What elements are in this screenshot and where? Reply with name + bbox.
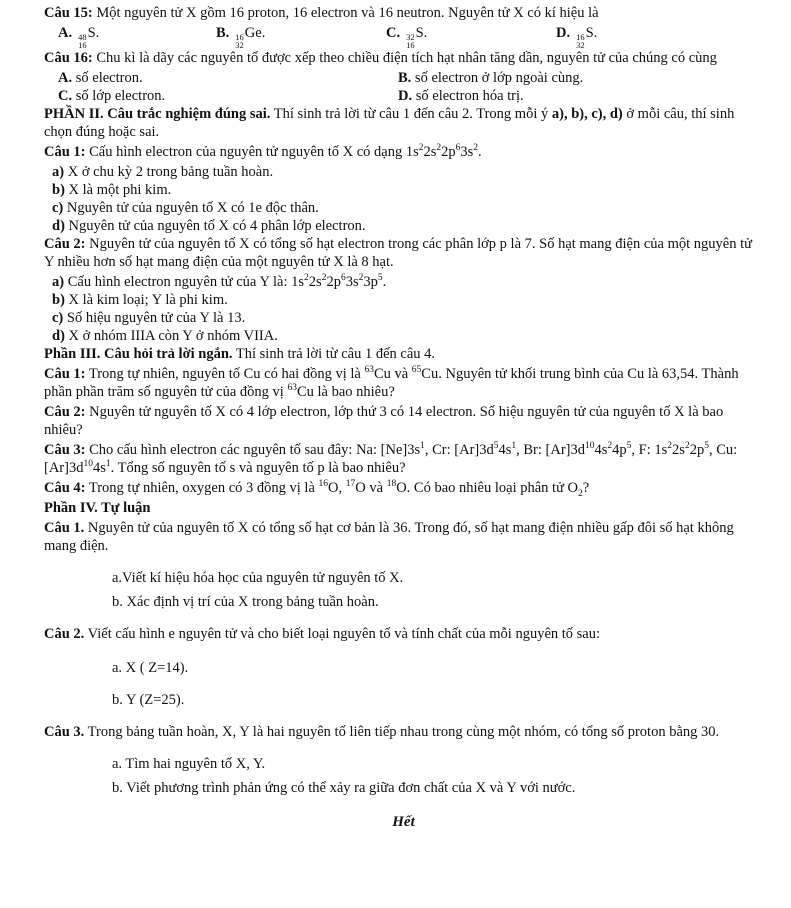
question-label: Câu 2: bbox=[44, 236, 86, 252]
question-label: Câu 1. bbox=[44, 520, 85, 536]
option-d bbox=[398, 87, 738, 105]
question-15 bbox=[44, 4, 763, 22]
question-label: Câu 1: bbox=[44, 366, 86, 382]
question-text: Trong bảng tuần hoàn, X, Y là hai nguyên tố liên tiếp nhau trong cùng một nhóm, có tổng số proton bằng 30. bbox=[87, 724, 720, 740]
statement-text: Số hiệu nguyên tử của Y là 13. bbox=[66, 310, 246, 326]
option-text: số lớp electron. bbox=[75, 88, 166, 104]
option-text: số electron hóa trị. bbox=[415, 88, 524, 104]
statement-text: Nguyên tử của nguyên tố X có 1e độc thân. bbox=[66, 200, 319, 216]
section-instructions: Thí sinh trả lời từ câu 1 đến câu 2. Trong mỗi ý bbox=[270, 106, 552, 122]
question-label: Câu 15: bbox=[44, 5, 93, 21]
statement-c bbox=[44, 309, 763, 327]
statement-text: Nguyên tử của nguyên tố X có 4 phân lớp electron. bbox=[68, 218, 366, 234]
statement-text: X ở chu kỳ 2 trong bảng tuần hoàn. bbox=[67, 164, 274, 180]
question-text: Cu là bao nhiêu? bbox=[296, 384, 395, 400]
question-text: Trong tự nhiên, oxygen có 3 đồng vị là bbox=[88, 480, 319, 496]
section-instructions: Thí sinh trả lời từ câu 1 đến câu 4. bbox=[232, 346, 436, 362]
question-text: Nguyên tử nguyên tố X có 4 lớp electron, lớp thứ 3 có 14 electron. Số hiệu nguyên tử của nguyên tố X là bao nhiêu? bbox=[44, 404, 724, 438]
question-text: Trong tự nhiên, nguyên tố Cu có hai đồng vị là bbox=[88, 366, 365, 382]
part-4-question-2 bbox=[44, 625, 763, 643]
option-text: số electron. bbox=[75, 70, 143, 86]
question-text: Nguyên tử của nguyên tố X có tổng số hạt cơ bản là 36. Trong đó, số hạt mang điện nhiều gấp đôi số hạt không mang điện. bbox=[44, 520, 734, 554]
atomic-number: 16 bbox=[406, 40, 415, 50]
question-text: Một nguyên tử X gồm 16 proton, 16 electron và 16 neutron. Nguyên tử X có kí hiệu là bbox=[96, 5, 599, 21]
statement-a bbox=[44, 163, 763, 181]
nuclide-notation bbox=[78, 33, 87, 49]
sub-question-b: b. Viết phương trình phản ứng có thể xảy ra giữa đơn chất của X và Y với nước. bbox=[112, 780, 576, 796]
statement-text: X ở nhóm IIIA còn Y ở nhóm VIIA. bbox=[68, 328, 278, 344]
question-label: Câu 3. bbox=[44, 724, 85, 740]
question-text: Viết cấu hình e nguyên tử và cho biết loại nguyên tố và tính chất của mỗi nguyên tố sau: bbox=[87, 626, 601, 642]
question-label: Câu 2. bbox=[44, 626, 85, 642]
part-4-heading bbox=[44, 499, 763, 517]
question-text: . Có bao nhiêu loại phân tử O bbox=[406, 480, 579, 496]
option-a bbox=[58, 24, 216, 49]
part-3-question-1: Câu 1: Trong tự nhiên, nguyên tố Cu có hai đồng vị là $^{63}$Cu và $^{65}$Cu. Nguyên tử khối trung bình của Cu là 63,54. Thành phần phần trăm số nguyên tử của đồng vị $^{63}$Cu là bao nhiêu? bbox=[44, 365, 739, 400]
section-instructions-bold: a), b), c), d) bbox=[551, 106, 623, 122]
statement-letter: b) bbox=[52, 182, 65, 198]
statement-text: Cấu hình electron nguyên tử của Y là: bbox=[67, 274, 292, 290]
statement-letter: c) bbox=[52, 200, 64, 216]
question-16-options bbox=[44, 69, 763, 105]
atomic-number: 16 bbox=[78, 40, 87, 50]
question-text: Cấu hình electron của nguyên tử nguyên tố X có dạng 1s bbox=[89, 144, 419, 160]
option-letter: B. bbox=[216, 25, 230, 41]
atomic-number: 32 bbox=[576, 40, 585, 50]
element-symbol: S. bbox=[415, 25, 428, 41]
sub-question-b: b. Y (Z=25). bbox=[112, 692, 185, 708]
element-symbol: S. bbox=[585, 25, 598, 41]
question-label: Câu 3: bbox=[44, 442, 86, 458]
option-b bbox=[398, 69, 738, 87]
question-label: Câu 4: bbox=[44, 480, 86, 496]
statement-letter: d) bbox=[52, 218, 65, 234]
sub-question-a: a. Tìm hai nguyên tố X, Y. bbox=[112, 756, 266, 772]
part-3-question-2 bbox=[44, 403, 763, 439]
option-letter: C. bbox=[386, 25, 401, 41]
sub-question-b: b. Xác định vị trí của X trong bảng tuần hoàn. bbox=[112, 594, 379, 610]
statement-letter: a) bbox=[52, 164, 65, 180]
part-3-question-3: Câu 3: Cho cấu hình electron các nguyên tố sau đây: Na: $[Ne]3s^1$, Cr: $[Ar]3d^54s^1$, Br: $[Ar]3d^{10}4s^24p^5$, F: $1s^22s^22p^5$, Cu: $[Ar]3d^{10}4s^1$. Tổng số nguyên tố s và nguyên tố p là bao nhiêu? bbox=[44, 441, 738, 476]
mass-number: 48 bbox=[78, 32, 87, 42]
option-letter: B. bbox=[398, 70, 412, 86]
question-label: Câu 16: bbox=[44, 50, 93, 66]
element-symbol: S. bbox=[87, 25, 100, 41]
sub-question-a: a. X ( Z=14). bbox=[112, 660, 189, 676]
sub-question-a: a.Viết kí hiệu hóa học của nguyên tử nguyên tố X. bbox=[112, 570, 404, 586]
option-a bbox=[58, 69, 398, 87]
question-16 bbox=[44, 49, 763, 67]
statement-text: X là kim loại; Y là phi kim. bbox=[68, 292, 228, 308]
option-b bbox=[216, 24, 386, 49]
part-2-heading bbox=[44, 105, 763, 141]
end-marker: Hết bbox=[392, 814, 415, 830]
atomic-number: 32 bbox=[235, 40, 244, 50]
question-text: Nguyên tử của nguyên tố X có tổng số hạt electron trong các phân lớp p là 7. Số hạt mang điện của một nguyên tử Y nhiều hơn số hạt mang điện của một nguyên tử X là 8 hạt. bbox=[44, 236, 752, 270]
option-letter: C. bbox=[58, 88, 73, 104]
part-2-question-2 bbox=[44, 235, 763, 271]
statement-letter: b) bbox=[52, 292, 65, 308]
option-c bbox=[386, 24, 556, 49]
part-4-question-1 bbox=[44, 519, 763, 555]
nuclide-notation bbox=[235, 33, 244, 49]
mass-number: 16 bbox=[576, 32, 585, 42]
question-label: Câu 1: bbox=[44, 144, 86, 160]
mass-number: 16 bbox=[235, 32, 244, 42]
section-title: PHẦN II. Câu trắc nghiệm đúng sai. bbox=[44, 106, 271, 122]
section-title: Phần IV. Tự luận bbox=[44, 500, 151, 516]
part-2-question-1: Câu 1: Cấu hình electron của nguyên tử nguyên tố X có dạng $1s^22s^22p^63s^2$. bbox=[44, 143, 482, 160]
option-c bbox=[58, 87, 398, 105]
statement-d bbox=[44, 217, 763, 235]
part-3-question-4: Câu 4: Trong tự nhiên, oxygen có 3 đồng vị là $^{16}$O, $^{17}$O và $^{18}$O. Có bao nhiêu loại phân tử $O_2$? bbox=[44, 479, 590, 499]
element-symbol: Ge. bbox=[244, 25, 266, 41]
statement-letter: c) bbox=[52, 310, 64, 326]
statement-d bbox=[44, 327, 763, 345]
option-letter: D. bbox=[556, 25, 571, 41]
statement-c bbox=[44, 199, 763, 217]
statement-text: X là một phi kim. bbox=[68, 182, 172, 198]
option-letter: D. bbox=[398, 88, 413, 104]
question-text: . Tổng số nguyên tố s và nguyên tố p là bao nhiêu? bbox=[110, 460, 406, 476]
nuclide-notation bbox=[406, 33, 415, 49]
option-letter: A. bbox=[58, 25, 73, 41]
option-letter: A. bbox=[58, 70, 73, 86]
question-text: Chu kì là dãy các nguyên tố được xếp theo chiều điện tích hạt nhân tăng dần, nguyên tử của chúng có cùng bbox=[96, 50, 717, 66]
part-4-question-3 bbox=[44, 723, 763, 741]
statement-letter: d) bbox=[52, 328, 65, 344]
question-15-options bbox=[44, 24, 763, 49]
statement-letter: a) bbox=[52, 274, 65, 290]
part-3-heading bbox=[44, 345, 763, 363]
option-d bbox=[556, 24, 706, 49]
section-instructions-end: ở mỗi câu, thí sinh chọn đúng hoặc sai. bbox=[44, 106, 735, 140]
section-title: Phần III. Câu hỏi trả lời ngắn. bbox=[44, 346, 233, 362]
nuclide-notation bbox=[576, 33, 585, 49]
statement-b bbox=[44, 291, 763, 309]
question-label: Câu 2: bbox=[44, 404, 86, 420]
question-text: Cho cấu hình electron các nguyên tố sau đây: Na: [Ne]3s bbox=[89, 442, 421, 458]
statement-b bbox=[44, 181, 763, 199]
statement-a: a) Cấu hình electron nguyên tử của Y là: $1s^22s^22p^63s^23p^5$. bbox=[52, 273, 387, 290]
question-text: Cu. Nguyên tử khối trung bình của Cu là 63,54. Thành phần phần trăm số nguyên tử của đồng vị bbox=[44, 366, 739, 400]
mass-number: 32 bbox=[406, 32, 415, 42]
question-text: Cu và bbox=[373, 366, 412, 382]
option-text: số electron ở lớp ngoài cùng. bbox=[414, 70, 584, 86]
